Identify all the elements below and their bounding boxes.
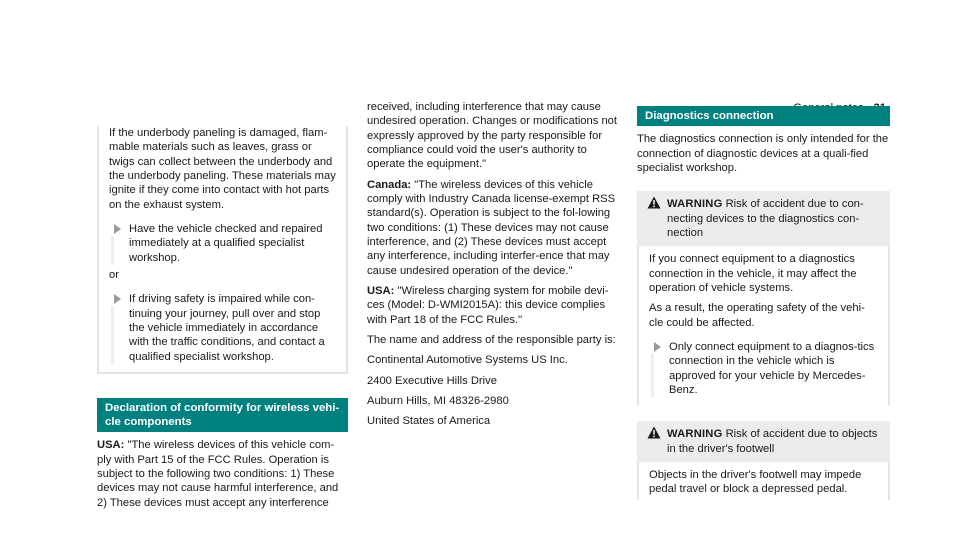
bullet-item <box>109 292 336 364</box>
column-middle <box>367 100 619 429</box>
canada-text: "The wireless devices of this vehicle comply with Industry Canada license-exempt RSS standard(s). Operation is subject to the fol-lowing two conditions: (1) These devices may not cause interference, and (2) These devices must accept any interference, including interfer-ence that may cause undesired operation of the device." <box>367 178 616 277</box>
column-right <box>637 106 890 500</box>
canada-label: Canada: <box>367 178 412 191</box>
warning-title: Risk of accident due to con-necting devices to the diagnostics con-nection <box>667 198 864 239</box>
bullet-text: If driving safety is impaired while con-tinuing your journey, pull over and stop the vehicle immediately in accordance with the traffic conditions, and contact a qualified specialist workshop. <box>129 293 325 363</box>
section-title-diagnostics: Diagnostics connection <box>637 106 890 126</box>
warning-title: Risk of accident due to objects in the driver's footwell <box>667 428 878 455</box>
warning-body <box>637 462 890 501</box>
address-line: Continental Automotive Systems US Inc. <box>367 354 568 367</box>
warning-header <box>637 191 890 246</box>
usa-wireless-paragraph <box>367 284 619 327</box>
warning-triangle-icon <box>647 196 661 209</box>
usa-paragraph <box>97 438 348 510</box>
continued-text: received, including interference that may cause undesired operation. Changes or modifications not expressly approved by the party responsible for compliance could void the user's authority to operate the equipment." <box>367 101 618 171</box>
or-text: or <box>109 268 119 281</box>
warning-body-text: As a result, the operating safety of the vehi-cle could be affected. <box>649 302 865 329</box>
bullet-arrow-icon <box>114 224 121 234</box>
warning-triangle-icon <box>647 426 661 439</box>
diagnostics-intro-text: The diagnostics connection is only intended for the connection of diagnostic devices at a quali-fied specialist workshop. <box>637 133 889 174</box>
warning-body-text: Objects in the driver's footwell may impede pedal travel or block a depressed pedal. <box>649 468 862 496</box>
underbody-note-box <box>97 126 348 374</box>
section-title-declaration: Declaration of conformity for wireless vehi-cle components <box>97 398 348 433</box>
address-line: 2400 Executive Hills Drive <box>367 374 497 387</box>
canada-paragraph <box>367 178 619 278</box>
address-line: United States of America <box>367 415 491 428</box>
usa-label: USA: <box>97 439 125 452</box>
usa-wireless-label: USA: <box>367 284 395 297</box>
bullet-item <box>109 222 336 265</box>
bullet-text: Only connect equipment to a diagnos-tics connection in the vehicle which is approved for your vehicle by Mercedes-Benz. <box>669 340 875 396</box>
underbody-intro-text: If the underbody paneling is damaged, flam-mable materials such as leaves, grass or twigs can collect between the underbody and the underbody paneling. These materials may ignite if they come into contact with hot parts on the exhaust system. <box>109 127 336 211</box>
warning-body <box>637 246 890 405</box>
address-line: Auburn Hills, MI 48326-2980 <box>367 394 509 407</box>
bullet-text: Have the vehicle checked and repaired immediately at a qualified specialist workshop. <box>129 222 323 264</box>
bullet-item <box>649 340 878 397</box>
warning-label: WARNING <box>667 198 723 211</box>
warning-body-text: If you connect equipment to a diagnostics connection in the vehicle, it may affect the operation of vehicle systems. <box>649 253 857 294</box>
responsible-party-text: The name and address of the responsible party is: <box>367 333 616 346</box>
bullet-arrow-icon <box>654 342 661 352</box>
usa-text: "The wireless devices of this vehicle com-ply with Part 15 of the FCC Rules. Operation is subject to the following two conditions: 1) These devices may not cause harmful interference, and 2) These devices must accept any interference <box>97 439 339 509</box>
warning-label: WARNING <box>667 428 723 441</box>
bullet-arrow-icon <box>114 294 121 304</box>
usa-wireless-text: "Wireless charging system for mobile devi-ces (Model: D-WMI2015A): this device complies with Part 18 of the FCC Rules." <box>367 284 609 326</box>
column-left <box>97 126 348 510</box>
warning-header <box>637 421 890 462</box>
